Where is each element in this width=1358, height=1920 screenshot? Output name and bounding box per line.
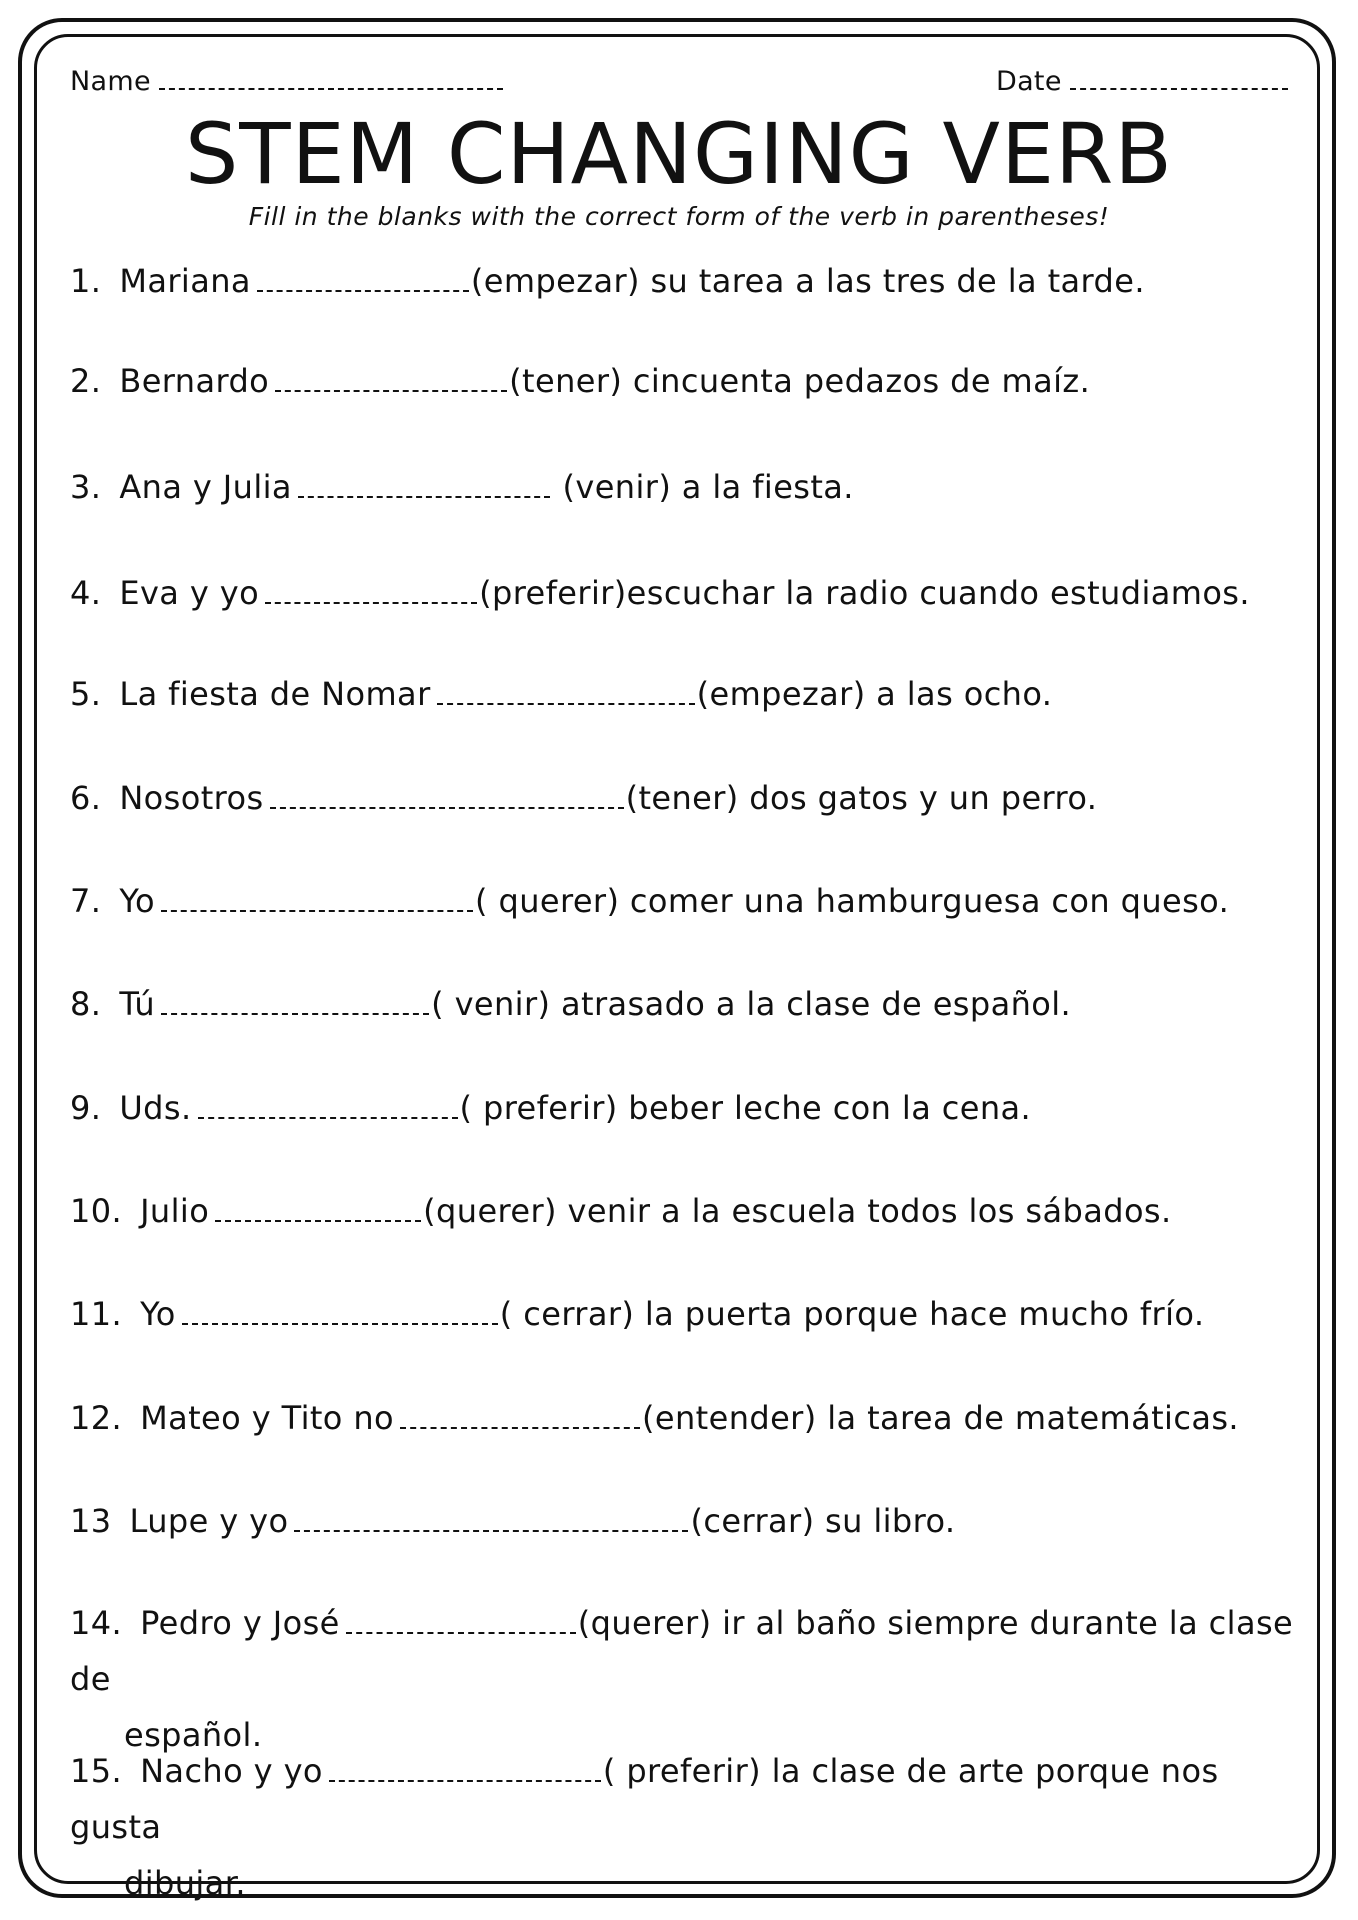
question-6 [70,770,1300,826]
answer-blank[interactable] [270,783,624,809]
question-subject: Yo [140,1295,176,1333]
question-number: 4. [70,574,102,612]
question-number: 11. [70,1295,123,1333]
question-subject: Nosotros [119,779,264,817]
answer-blank[interactable] [275,366,507,392]
name-blank[interactable] [159,66,503,90]
date-label: Date [996,66,1062,97]
date-blank[interactable] [1070,66,1288,90]
question-verb-rest: (entender) la tarea de matemáticas. [642,1399,1239,1437]
question-subject: Yo [119,882,156,920]
question-number: 9. [70,1089,102,1127]
question-continuation: dibujar. [124,1864,246,1902]
question-subject: Julio [140,1192,210,1230]
question-8 [70,976,1300,1032]
question-continuation: español. [124,1716,263,1754]
name-label: Name [70,66,151,97]
question-number: 13 [70,1502,112,1540]
question-13 [70,1493,1300,1549]
question-number: 14. [70,1604,123,1642]
answer-blank[interactable] [400,1403,640,1429]
answer-blank[interactable] [294,1506,688,1532]
question-subject: La fiesta de Nomar [119,675,431,713]
answer-blank[interactable] [346,1608,576,1634]
answer-blank[interactable] [298,472,550,498]
answer-blank[interactable] [161,886,473,912]
question-10 [70,1183,1300,1239]
question-number: 2. [70,362,102,400]
question-number: 6. [70,779,102,817]
worksheet-instructions: Fill in the blanks with the correct form of the verb in parentheses! [248,202,1110,231]
question-subject: Tú [119,985,156,1023]
answer-blank[interactable] [215,1196,421,1222]
question-verb-rest: ( preferir) la clase de arte porque nos gusta [70,1752,1219,1846]
question-verb-rest: (tener) cincuenta pedazos de maíz. [509,362,1091,400]
question-15 [70,1743,1300,1911]
question-subject: Uds. [119,1089,192,1127]
question-subject: Eva y yo [119,574,260,612]
question-9 [70,1080,1300,1136]
answer-blank[interactable] [257,266,469,292]
question-number: 5. [70,675,102,713]
question-verb-rest: (cerrar) su libro. [690,1502,956,1540]
answer-blank[interactable] [437,679,695,705]
question-number: 7. [70,882,102,920]
question-subject: Nacho y yo [140,1752,323,1790]
question-11 [70,1286,1300,1342]
question-number: 12. [70,1399,123,1437]
question-subject: Ana y Julia [119,468,292,506]
question-4 [70,565,1300,621]
question-number: 3. [70,468,102,506]
question-3 [70,459,1300,515]
question-12 [70,1390,1300,1446]
answer-blank[interactable] [198,1093,458,1119]
question-subject: Mateo y Tito no [140,1399,395,1437]
answer-blank[interactable] [161,989,429,1015]
question-verb-rest: (empezar) a las ocho. [696,675,1053,713]
question-number: 10. [70,1192,123,1230]
worksheet-title: STEM CHANGING VERB [184,105,1174,203]
question-7 [70,873,1300,929]
question-subject: Lupe y yo [129,1502,289,1540]
question-verb-rest: (preferir)escuchar la radio cuando estudiamos. [479,574,1250,612]
question-verb-rest: (empezar) su tarea a las tres de la tarde. [470,262,1145,300]
question-verb-rest: ( preferir) beber leche con la cena. [459,1089,1032,1127]
question-2 [70,353,1300,409]
question-verb-rest: (venir) a la fiesta. [551,468,854,506]
question-verb-rest: (tener) dos gatos y un perro. [625,779,1098,817]
question-verb-rest: ( querer) comer una hamburguesa con queso. [475,882,1230,920]
question-subject: Bernardo [119,362,270,400]
question-number: 8. [70,985,102,1023]
question-14 [70,1595,1300,1763]
question-1 [70,253,1300,309]
date-field [996,66,1288,97]
question-verb-rest: ( cerrar) la puerta porque hace mucho frío. [499,1295,1205,1333]
question-number: 1. [70,262,102,300]
question-subject: Mariana [119,262,251,300]
answer-blank[interactable] [182,1299,498,1325]
question-verb-rest: (querer) ir al baño siempre durante la clase de [70,1604,1294,1698]
answer-blank[interactable] [329,1756,601,1782]
question-verb-rest: (querer) venir a la escuela todos los sábados. [423,1192,1172,1230]
question-verb-rest: ( venir) atrasado a la clase de español. [431,985,1072,1023]
answer-blank[interactable] [265,578,477,604]
question-5 [70,666,1300,722]
name-field [70,66,503,97]
question-number: 15. [70,1752,123,1790]
question-subject: Pedro y José [140,1604,340,1642]
